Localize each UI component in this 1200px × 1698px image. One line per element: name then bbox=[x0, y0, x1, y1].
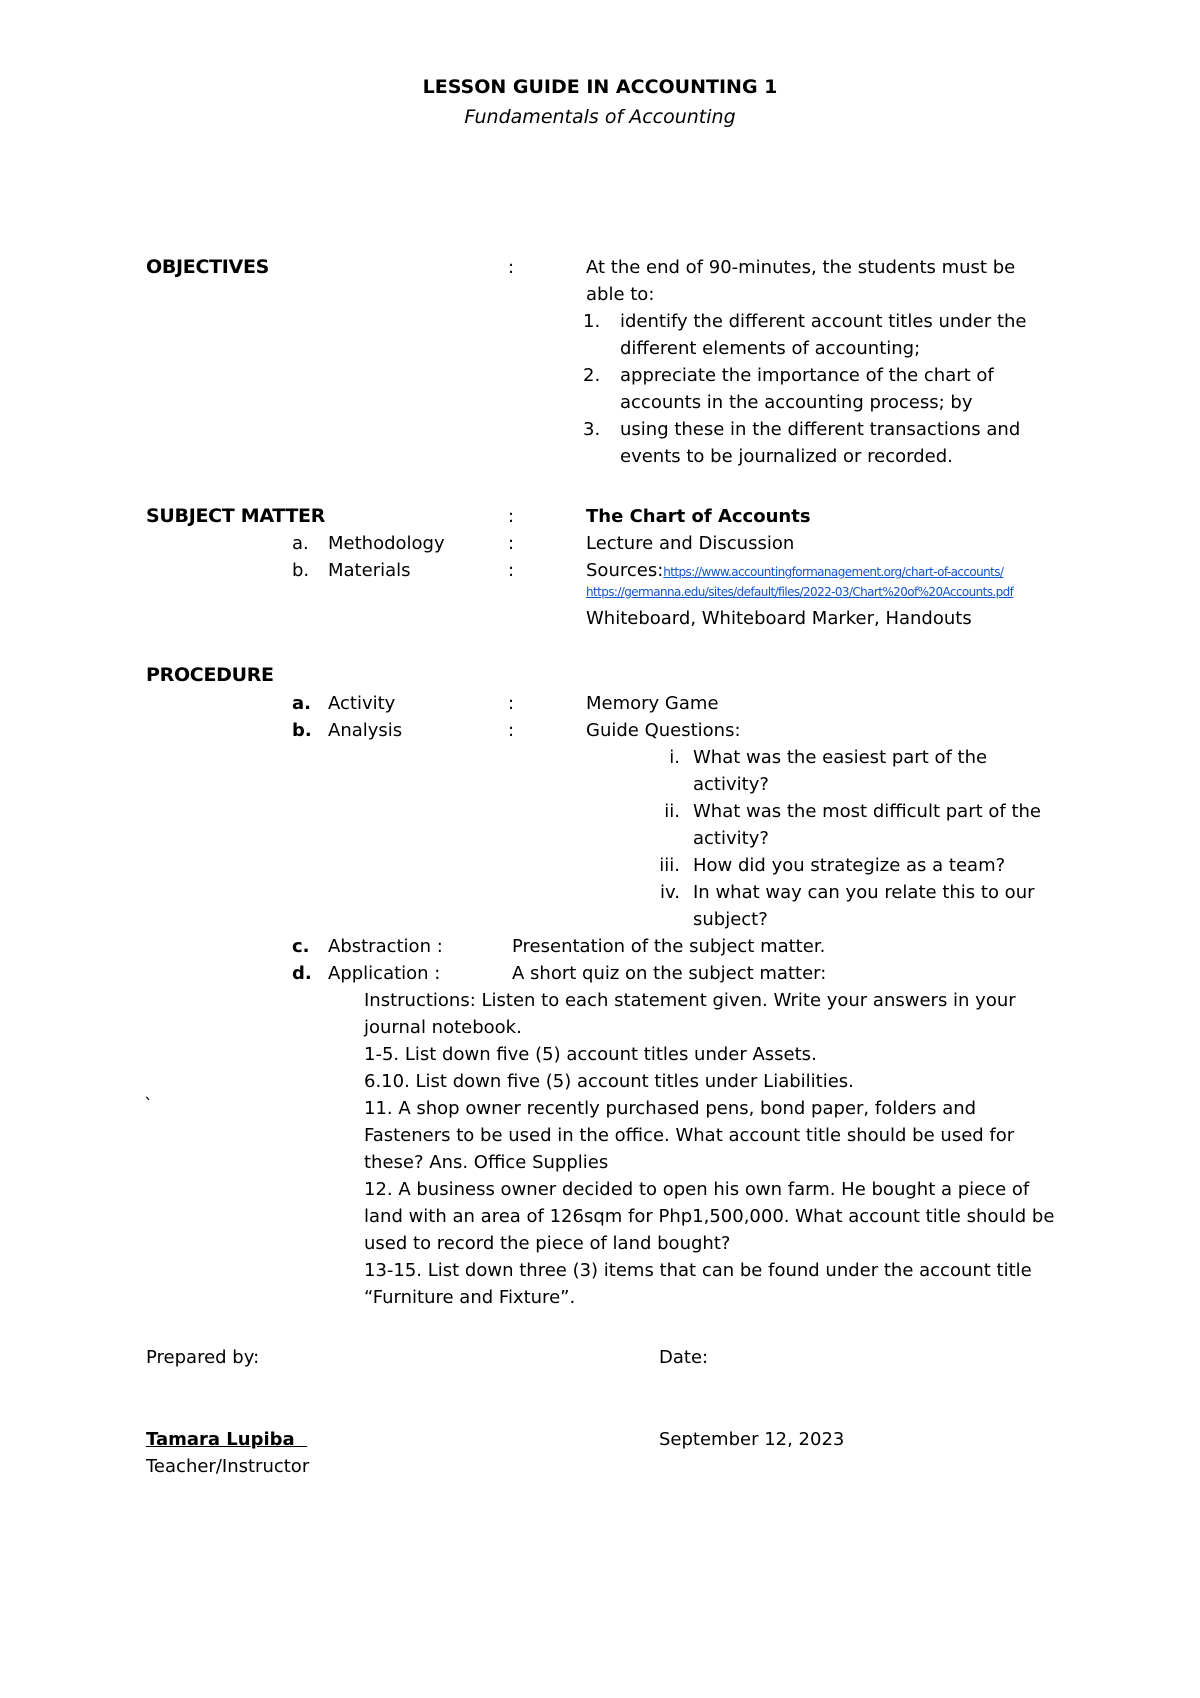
quiz-line: 11. A shop owner recently purchased pens, bond paper, folders and bbox=[364, 1098, 977, 1119]
question-text: What was the most difficult part of the bbox=[693, 801, 1041, 822]
preparer-role: Teacher/Instructor bbox=[146, 1456, 310, 1477]
preparer-name: Tamara Lupiba bbox=[146, 1429, 308, 1450]
subject-matter-value: The Chart of Accounts bbox=[586, 506, 811, 527]
analysis-letter: b. bbox=[292, 720, 312, 741]
objectives-colon: : bbox=[508, 257, 515, 278]
activity-colon: : bbox=[508, 693, 515, 714]
quiz-line: used to record the piece of land bought? bbox=[364, 1233, 731, 1254]
objective-number: 1. bbox=[583, 311, 601, 332]
materials-colon: : bbox=[508, 560, 515, 581]
procedure-heading: PROCEDURE bbox=[146, 664, 274, 686]
objective-number: 2. bbox=[583, 365, 601, 386]
sources-label: Sources: bbox=[586, 560, 664, 581]
question-number: iii. bbox=[659, 855, 680, 876]
question-text: In what way can you relate this to our bbox=[693, 882, 1035, 903]
materials-extra: Whiteboard, Whiteboard Marker, Handouts bbox=[586, 608, 972, 629]
objective-text: using these in the different transactions and bbox=[620, 419, 1021, 440]
analysis-value: Guide Questions: bbox=[586, 720, 741, 741]
objective-text-cont: different elements of accounting; bbox=[620, 338, 921, 359]
date-label: Date: bbox=[659, 1347, 709, 1368]
source-link[interactable]: https://germanna.edu/sites/default/files/2022-03/Chart%20of%20Accounts.pdf bbox=[586, 585, 1014, 599]
quiz-line: 12. A business owner decided to open his own farm. He bought a piece of bbox=[364, 1179, 1030, 1200]
materials-letter: b. bbox=[292, 560, 310, 581]
methodology-value: Lecture and Discussion bbox=[586, 533, 795, 554]
objective-text: appreciate the importance of the chart of bbox=[620, 365, 994, 386]
application-letter: d. bbox=[292, 963, 312, 984]
quiz-line: journal notebook. bbox=[364, 1017, 522, 1038]
question-text: What was the easiest part of the bbox=[693, 747, 988, 768]
materials-label: Materials bbox=[328, 560, 411, 581]
question-text: How did you strategize as a team? bbox=[693, 855, 1006, 876]
prepared-date: September 12, 2023 bbox=[659, 1429, 845, 1450]
subject-matter-heading: SUBJECT MATTER bbox=[146, 505, 326, 527]
question-text-cont: activity? bbox=[693, 828, 769, 849]
question-number: i. bbox=[669, 747, 680, 768]
quiz-line: 6.10. List down five (5) account titles under Liabilities. bbox=[364, 1071, 854, 1092]
subject-matter-colon: : bbox=[508, 506, 515, 527]
abstraction-value: Presentation of the subject matter. bbox=[512, 936, 826, 957]
objective-number: 3. bbox=[583, 419, 601, 440]
source-link[interactable]: https://www.accountingformanagement.org/chart-of-accounts/ bbox=[663, 565, 1004, 579]
stray-mark: ` bbox=[144, 1095, 153, 1116]
activity-label: Activity bbox=[328, 693, 396, 714]
question-text-cont: activity? bbox=[693, 774, 769, 795]
methodology-letter: a. bbox=[292, 533, 309, 554]
objectives-heading: OBJECTIVES bbox=[146, 256, 270, 278]
question-text-cont: subject? bbox=[693, 909, 768, 930]
application-label: Application : bbox=[328, 963, 441, 984]
quiz-line: “Furniture and Fixture”. bbox=[364, 1287, 576, 1308]
analysis-colon: : bbox=[508, 720, 515, 741]
quiz-line: Instructions: Listen to each statement given. Write your answers in your bbox=[364, 990, 1016, 1011]
objective-text: identify the different account titles under the bbox=[620, 311, 1027, 332]
quiz-line: 1-5. List down five (5) account titles under Assets. bbox=[364, 1044, 817, 1065]
question-number: ii. bbox=[664, 801, 680, 822]
objective-text-cont: events to be journalized or recorded. bbox=[620, 446, 953, 467]
quiz-line: land with an area of 126sqm for Php1,500,000. What account title should be bbox=[364, 1206, 1055, 1227]
methodology-colon: : bbox=[508, 533, 515, 554]
application-value: A short quiz on the subject matter: bbox=[512, 963, 827, 984]
quiz-line: these? Ans. Office Supplies bbox=[364, 1152, 609, 1173]
objectives-intro-cont: able to: bbox=[586, 284, 655, 305]
document-title: LESSON GUIDE IN ACCOUNTING 1 bbox=[422, 76, 778, 98]
activity-letter: a. bbox=[292, 693, 311, 714]
abstraction-label: Abstraction : bbox=[328, 936, 443, 957]
objectives-intro: At the end of 90-minutes, the students must be bbox=[586, 257, 1016, 278]
prepared-by-label: Prepared by: bbox=[146, 1347, 260, 1368]
question-number: iv. bbox=[660, 882, 680, 903]
quiz-line: 13-15. List down three (3) items that can be found under the account title bbox=[364, 1260, 1032, 1281]
activity-value: Memory Game bbox=[586, 693, 719, 714]
quiz-line: Fasteners to be used in the office. What account title should be used for bbox=[364, 1125, 1015, 1146]
abstraction-letter: c. bbox=[292, 936, 310, 957]
analysis-label: Analysis bbox=[328, 720, 403, 741]
document-subtitle: Fundamentals of Accounting bbox=[464, 106, 736, 128]
objective-text-cont: accounts in the accounting process; by bbox=[620, 392, 973, 413]
methodology-label: Methodology bbox=[328, 533, 445, 554]
